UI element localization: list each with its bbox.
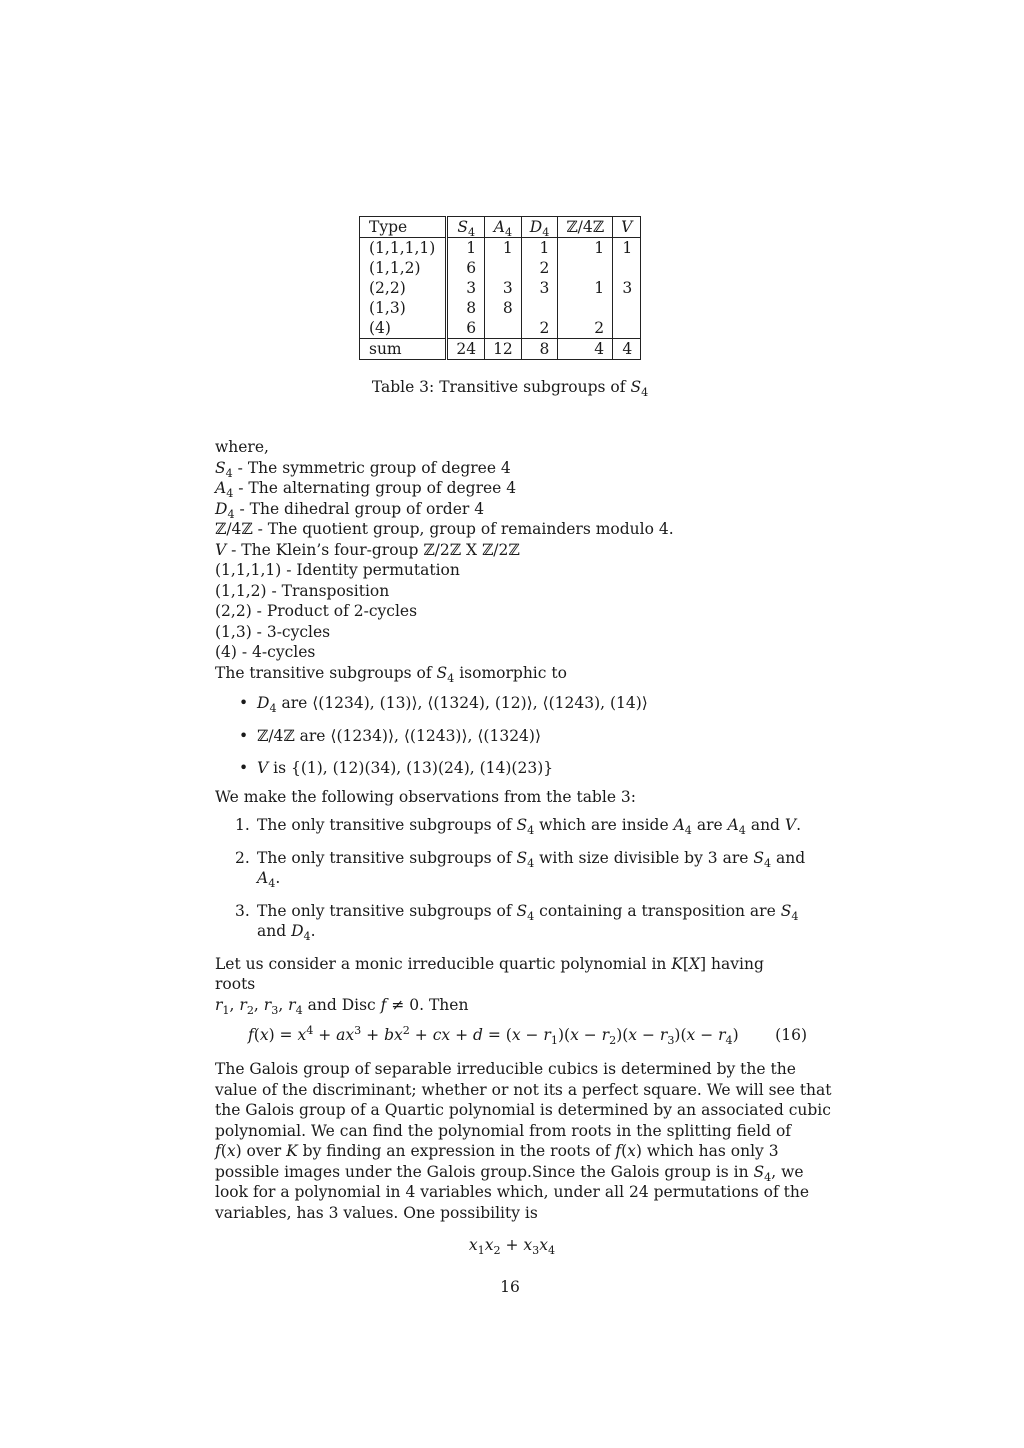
cell-z4z [558,298,613,318]
bullet-z4z: • ℤ/4ℤ are ⟨(1234)⟩, ⟨(1243)⟩, ⟨(1324)⟩ [215,726,809,747]
definition-s4: $S_4$ - The symmetric group of degree 4 [215,458,511,480]
subgroup-table-wrapper [359,216,641,360]
observation-number: 3. [235,901,250,920]
equation-number: (16) [775,1026,807,1044]
header-z4z: ℤ/4ℤ [558,217,613,238]
table-row [360,318,641,339]
bullet-d4: • $D_4$ are ⟨(1234), (13)⟩, ⟨(1324), (12)⟩, ⟨(1243), (14)⟩ [215,693,809,714]
equation-16 [215,1025,809,1047]
cell-type: (1,1,1,1) [360,238,447,259]
definition-s4-text: - The symmetric group of degree 4 [232,458,511,477]
header-s4: $S_4$ [447,217,485,238]
header-a4: $A_4$ [485,217,522,238]
cell-z4z: 1 [558,278,613,298]
header-d4: $D_4$ [521,217,558,238]
table-caption: Table 3: Transitive subgroups of $S_4$ [371,378,649,399]
definition-cycle-112: (1,1,2) - Transposition [215,581,390,600]
cell-s4: 24 [447,339,485,360]
cell-a4: 12 [485,339,522,360]
transitive-suffix: isomorphic to [454,663,567,682]
definition-cycle-13: (1,3) - 3-cycles [215,622,331,641]
quartic-intro-text-d: ≠ 0. Then [386,995,469,1014]
definition-z4z-text: - The quotient group, group of remainders modulo 4. [252,520,674,538]
definition-a4: $A_4$ - The alternating group of degree 4 [215,479,517,500]
cell-type: (1,1,2) [360,258,447,278]
cell-s4: 3 [447,278,485,298]
cell-z4z: 4 [558,339,613,360]
galois-line: possible images under the Galois group.Since the Galois group is in $S_4$, we [215,1162,804,1184]
table-row [360,258,641,278]
galois-line: value of the discriminant; whether or not its a perfect square. We will see that [215,1080,832,1099]
cell-s4: 8 [447,298,485,318]
table-header-row [360,217,641,238]
table-sum-row [360,339,641,360]
galois-line: variables, has 3 values. One possibility is [215,1203,538,1222]
cell-d4: 2 [521,258,558,278]
transitive-prefix: The transitive subgroups of [215,663,437,682]
cell-z4z: 1 [558,238,613,259]
cell-a4: 1 [485,238,522,259]
definition-z4z: ℤ/4ℤ - The quotient group, group of remainders modulo 4. [215,520,674,538]
header-v: V [613,217,641,238]
table-row [360,298,641,318]
equation-expression: $f(x) = x^4 + ax^3 + bx^2$ + cx + $d = (x - r_1)(x - r_2)(x - r_3)(x - r_4)$ [248,1023,739,1047]
definitions-intro: where, [215,438,269,456]
definition-d4: $D_4$ - The dihedral group of order 4 [215,499,485,521]
cell-z4z [558,258,613,278]
cell-type: sum [360,339,447,360]
galois-paragraph [215,1059,832,1223]
observation-item: 2. The only transitive subgroups of $S_4$ with size divisible by 3 are $S_4$ and $A_4$. [235,848,806,890]
page-number: 16 [500,1278,520,1296]
cell-type: (2,2) [360,278,447,298]
cell-v [613,318,641,339]
cell-s4: 6 [447,258,485,278]
definition-v: V - The Klein’s four-group ℤ/2ℤ X ℤ/2ℤ [215,540,520,559]
bullet-v: • V is {(1), (12)(34), (13)(24), (14)(23)} [215,758,809,779]
cell-s4: 6 [447,318,485,339]
cell-v: 4 [613,339,641,360]
cell-s4: 1 [447,238,485,259]
definition-v-text: - The Klein’s four-group ℤ/2ℤ X ℤ/2ℤ [226,540,520,559]
cell-v: 3 [613,278,641,298]
galois-line: polynomial. We can find the polynomial from roots in the splitting field of [215,1121,792,1140]
quartic-intro-paragraph: Let us consider a monic irreducible quartic polynomial in K[X] having roots $r_1$, $r_2$, $r_3$, $r_4$ and Disc f ≠ 0. Then [215,954,764,1017]
subgroup-bullet-list [215,693,809,779]
definition-cycle-1111: (1,1,1,1) - Identity permutation [215,561,460,579]
cell-v: 1 [613,238,641,259]
bullet-v-text: is {(1), (12)(34), (13)(24), (14)(23)} [268,759,554,777]
cell-d4: 1 [521,238,558,259]
invariant-expression: $x_1x_2 + x_3x_4$ [468,1236,556,1257]
observation-number: 1. [235,816,250,834]
observations-list [215,815,809,942]
quartic-intro-text-c: and Disc [302,995,381,1014]
transitive-subgroups-table [359,216,641,360]
transitive-intro: The transitive subgroups of $S_4$ isomorphic to [215,663,567,685]
definition-cycle-4: (4) - 4-cycles [215,643,316,661]
header-type: Type [360,217,447,238]
cell-d4 [521,298,558,318]
cell-type: (1,3) [360,298,447,318]
cell-d4: 8 [521,339,558,360]
cell-type: (4) [360,318,447,339]
caption-text: Table 3: Transitive subgroups of [371,378,631,396]
cell-d4: 3 [521,278,558,298]
galois-line: the Galois group of a Quartic polynomial is determined by an associated cubic [215,1101,831,1119]
quartic-intro-text-a: Let us consider a monic irreducible quartic polynomial in [215,954,672,973]
definition-d4-text: - The dihedral group of order 4 [234,499,485,518]
definition-cycle-22: (2,2) - Product of 2-cycles [215,602,418,620]
observation-number: 2. [235,848,250,867]
cell-z4z: 2 [558,318,613,339]
cell-a4: 8 [485,298,522,318]
body-text [215,437,832,1257]
cell-v [613,258,641,278]
cell-v [613,298,641,318]
observations-intro: We make the following observations from the table 3: [215,787,636,806]
observation-item: 1. The only transitive subgroups of $S_4$ which are inside $A_4$ are $A_4$ and V. [235,816,802,837]
cell-a4: 3 [485,278,522,298]
galois-line: The Galois group of separable irreducible cubics is determined by the the [215,1060,796,1078]
bullet-z4z-text: are ⟨(1234)⟩, ⟨(1243)⟩, ⟨(1324)⟩ [294,726,542,745]
cell-a4 [485,318,522,339]
quartic-intro-text-b: having roots [215,954,764,993]
cell-a4 [485,258,522,278]
cell-d4: 2 [521,318,558,339]
galois-line: look for a polynomial in 4 variables which, under all 24 permutations of the [215,1183,810,1201]
definition-a4-text: - The alternating group of degree 4 [233,479,517,497]
table-row [360,238,641,259]
bullet-d4-text: are ⟨(1234), (13)⟩, ⟨(1324), (12)⟩, ⟨(1243), (14)⟩ [276,694,648,712]
table-row [360,278,641,298]
galois-line: f(x) over K by finding an expression in the roots of f(x) which has only 3 [215,1142,779,1160]
observation-item: 3. The only transitive subgroups of $S_4$ containing a transposition are $S_4$ and $D_4$. [235,901,799,943]
